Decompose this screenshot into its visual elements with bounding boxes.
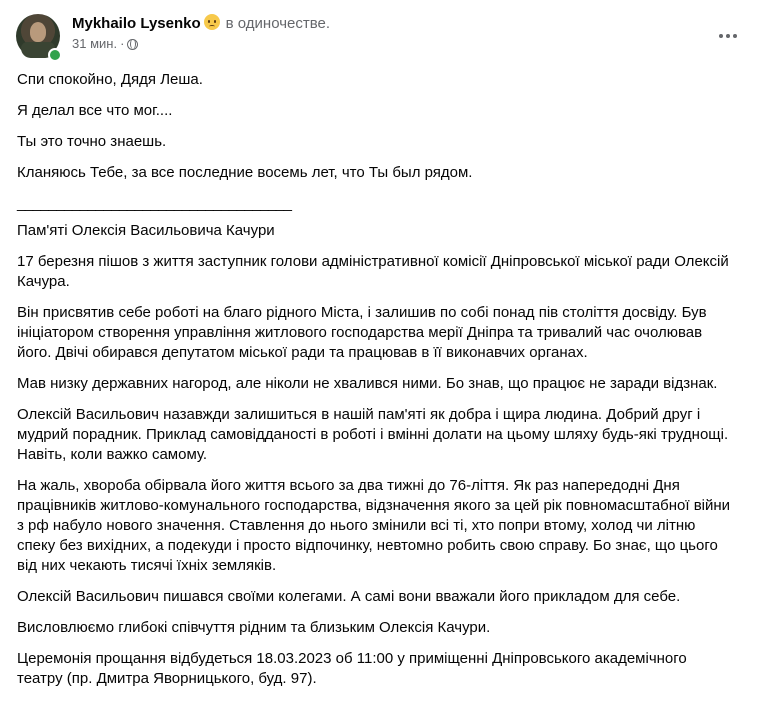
avatar[interactable] [16,14,60,58]
post-paragraph: Ты это точно знаешь. [17,133,167,150]
post-paragraph: Він присвятив себе роботі на благо рідного Міста, і залишив по собі понад пів століття досвіду. Був ініціатором створення управління житлового господарства мерії Дніпра та тривалий час очолював його. Двічі обирався депутатом міської ради та працював в її виконавчих органах. [17,304,707,361]
author-name[interactable]: Mykhailo Lysenko [72,15,201,32]
meta-separator: · [120,36,125,51]
post-header [16,12,764,68]
sad-face-icon [204,14,220,30]
post-paragraph: Пам'яті Олексія Васильовича Качури [17,222,275,239]
post-paragraph: Олексій Васильович пишався своїми колегами. А самі вони вважали його прикладом для себе. [17,588,681,605]
name-row [72,14,330,34]
avatar-face [30,22,46,42]
post-paragraph: Мав низку державних нагород, але ніколи не хвалився ними. Бо знав, що працює не заради відзнак. [17,375,718,392]
post-subline [72,35,330,53]
post-time[interactable]: 31 мин. [72,36,118,51]
post-meta [72,14,330,53]
online-status-dot [48,48,62,62]
post-paragraph: Кланяюсь Тебе, за все последние восемь лет, что Ты был рядом. [17,164,473,181]
post-paragraph: Я делал все что мог.... [17,102,173,119]
post-paragraph: На жаль, хвороба обірвала його життя всього за два тижні до 76-ліття. Як раз напередодні Дня працівників житлово-комунального господарства, відзначення якого за цей рік повномасштабної війни з рф набуло нового значення. Ставлення до нього змінили всі ті, хто попри втому, холод чи літню спеку без вихідних, а подекуди і просто відпочинку, невтомно робить свою справу. Бо знає, що цього від них чекають тисячі їхніх земляків. [17,477,731,574]
more-horizontal-icon [719,34,737,38]
post-paragraph: 17 березня пішов з життя заступник голови адміністративної комісії Дніпровської міської ради Олексій Качура. [17,253,729,290]
feeling-text: в одиночестве. [225,15,331,32]
post-paragraph: Спи спокойно, Дядя Леша. [17,71,203,88]
post-body [17,70,735,700]
post-paragraph: Висловлюємо глибокі співчуття рідним та близьким Олексія Качури. [17,619,491,636]
globe-icon[interactable] [127,39,138,50]
post-paragraph: Церемонія прощання відбудеться 18.03.2023 об 11:00 у приміщенні Дніпровського академічного театру (пр. Дмитра Яворницького, буд. 97). [17,650,687,687]
post-paragraph: Олексій Васильович назавжди залишиться в нашій пам'яті як добра і щира людина. Добрий друг і мудрий порадник. Приклад самовідданості в роботі і вмінні долати на цьому шляху будь-які труднощі. Навіть, коли важко самому. [17,406,729,463]
text-divider: ___________________________________ [17,195,292,212]
more-options-button[interactable] [710,22,746,50]
